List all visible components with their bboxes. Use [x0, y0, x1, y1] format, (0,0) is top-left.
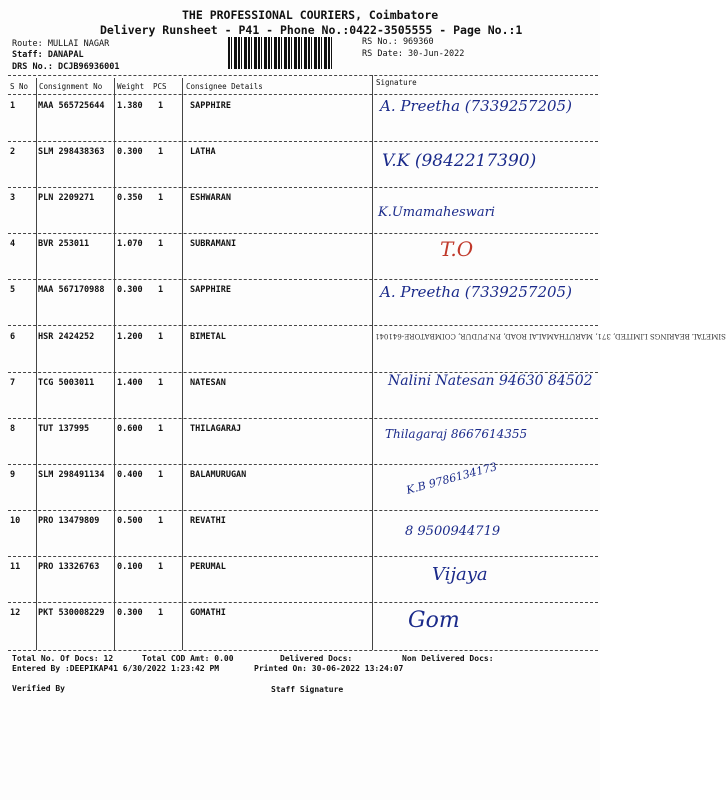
handwritten-signature: T.O — [440, 237, 474, 262]
row-sno: 10 — [10, 515, 21, 526]
pcs: 1 — [158, 562, 164, 572]
weight: 0.500 — [117, 515, 143, 526]
table-row — [0, 328, 726, 374]
handwritten-signature: A. Preetha (7339257205) — [380, 97, 572, 115]
consignment-number: SLM 298438363 — [38, 147, 105, 158]
handwritten-signature: Thilagaraj 8667614355 — [385, 426, 528, 441]
col-consignment: Consignment No — [39, 82, 103, 91]
staff: Staff: DANAPAL — [12, 50, 84, 60]
consignment-number: MAA 565725644 — [38, 101, 105, 111]
weight: 0.100 — [117, 562, 143, 572]
handwritten-signature: Gom — [408, 608, 460, 634]
total-docs: Total No. Of Docs: 12 — [12, 654, 114, 663]
barcode — [228, 37, 332, 69]
table-row — [0, 420, 600, 466]
consignment-number: PKT 530008229 — [38, 608, 105, 619]
table-row — [0, 281, 600, 327]
col-pcs: PCS — [153, 82, 167, 91]
consignee-name: BIMETAL — [190, 331, 226, 342]
pcs: 1 — [158, 239, 164, 250]
handwritten-signature: A. Preetha (7339257205) — [380, 283, 572, 302]
row-sno: 8 — [10, 423, 16, 434]
table-row — [0, 143, 600, 189]
consignee-name: SUBRAMANI — [190, 239, 237, 250]
consignee-name: SAPPHIRE — [190, 285, 231, 296]
consignee-name: GOMATHI — [190, 608, 226, 619]
pcs: 1 — [158, 608, 164, 619]
pcs: 1 — [158, 147, 164, 158]
pcs: 1 — [158, 377, 164, 388]
consignee-name: PERUMAL — [190, 562, 226, 572]
delivered-docs: Delivered Docs: — [280, 654, 353, 663]
consignment-number: SLM 298491134 — [38, 469, 105, 480]
row-sno: 7 — [10, 377, 16, 388]
row-sno: 12 — [10, 608, 21, 619]
handwritten-signature: V.K (9842217390) — [382, 151, 537, 172]
consignee-name: REVATHI — [190, 515, 226, 526]
weight: 0.600 — [117, 423, 143, 434]
consignee-name: SAPPHIRE — [190, 101, 231, 111]
non-delivered-docs: Non Delivered Docs: — [402, 654, 494, 663]
consignment-number: TUT 137995 — [38, 423, 90, 434]
consignment-number: BVR 253011 — [38, 239, 90, 250]
route: Route: MULLAI NAGAR — [12, 39, 110, 49]
weight: 1.380 — [117, 101, 143, 111]
weight: 0.300 — [117, 285, 143, 296]
col-sno: S No — [10, 82, 29, 91]
col-signature: Signature — [376, 78, 417, 87]
weight: 1.200 — [117, 331, 143, 342]
handwritten-signature: K.B 9786134173 — [404, 459, 499, 497]
handwritten-signature: SIMETAL BEARINGS LIMITED, 371, MARUTHAMALAI ROAD, P.N.PUDUR, COIMBATORE-641041 — [375, 331, 726, 340]
consignee-name: BALAMURUGAN — [190, 469, 247, 480]
weight: 0.300 — [117, 608, 143, 619]
staff-signature-label: Staff Signature — [271, 685, 344, 694]
consignment-number: HSR 2424252 — [38, 331, 95, 342]
consignment-number: PLN 2209271 — [38, 193, 95, 204]
handwritten-signature: 8 9500944719 — [405, 523, 501, 539]
runsheet-subtitle: Delivery Runsheet - P41 - Phone No.:0422-3505555 - Page No.:1 — [100, 23, 523, 37]
table-row — [0, 459, 600, 512]
consignee-name: ESHWARAN — [190, 193, 231, 204]
consignee-name: THILAGARAJ — [190, 423, 242, 434]
pcs: 1 — [158, 515, 164, 526]
handwritten-signature: Nalini Natesan 94630 84502 — [388, 372, 593, 389]
table-row — [0, 374, 600, 420]
consignee-name: LATHA — [190, 147, 216, 158]
table-row — [0, 97, 600, 143]
table-row — [0, 512, 600, 558]
consignment-number: PRO 13326763 — [38, 562, 100, 572]
row-sno: 6 — [10, 331, 16, 342]
pcs: 1 — [158, 101, 164, 111]
rs-number: RS No.: 969360 — [362, 37, 434, 47]
entered-by: Entered By :DEEPIKAP41 6/30/2022 1:23:42 PM — [12, 664, 220, 673]
row-sno: 4 — [10, 239, 16, 250]
weight: 1.070 — [117, 239, 143, 250]
table-row — [0, 604, 600, 650]
row-sno: 1 — [10, 101, 16, 111]
consignment-number: PRO 13479809 — [38, 515, 100, 526]
handwritten-signature: K.Umamaheswari — [378, 205, 495, 221]
col-consignee: Consignee Details — [186, 82, 263, 91]
company-title: THE PROFESSIONAL COURIERS, Coimbatore — [182, 8, 439, 22]
weight: 0.400 — [117, 469, 143, 480]
pcs: 1 — [158, 193, 164, 204]
row-sno: 9 — [10, 469, 16, 480]
pcs: 1 — [158, 285, 164, 296]
row-sno: 5 — [10, 285, 16, 296]
table-row — [0, 189, 600, 235]
weight: 1.400 — [117, 377, 143, 388]
pcs: 1 — [158, 469, 164, 480]
consignment-number: MAA 567170988 — [38, 285, 105, 296]
printed-on: Printed On: 30-06-2022 13:24:07 — [254, 664, 404, 673]
consignee-name: NATESAN — [190, 377, 226, 388]
consignment-number: TCG 5003011 — [38, 377, 95, 388]
row-sno: 3 — [10, 193, 16, 204]
weight: 0.300 — [117, 147, 143, 158]
pcs: 1 — [158, 423, 164, 434]
verified-by: Verified By — [12, 684, 65, 693]
rs-date: RS Date: 30-Jun-2022 — [362, 49, 465, 59]
handwritten-signature: Vijaya — [432, 564, 488, 585]
weight: 0.350 — [117, 193, 143, 204]
drs-number: DRS No.: DCJB96936001 — [12, 62, 120, 72]
table-row — [0, 558, 600, 604]
total-cod: Total COD Amt: 0.00 — [142, 654, 234, 663]
table-row — [0, 235, 600, 281]
pcs: 1 — [158, 331, 164, 342]
row-sno: 2 — [10, 147, 16, 158]
col-weight: Weight — [117, 82, 145, 91]
row-sno: 11 — [10, 562, 21, 572]
